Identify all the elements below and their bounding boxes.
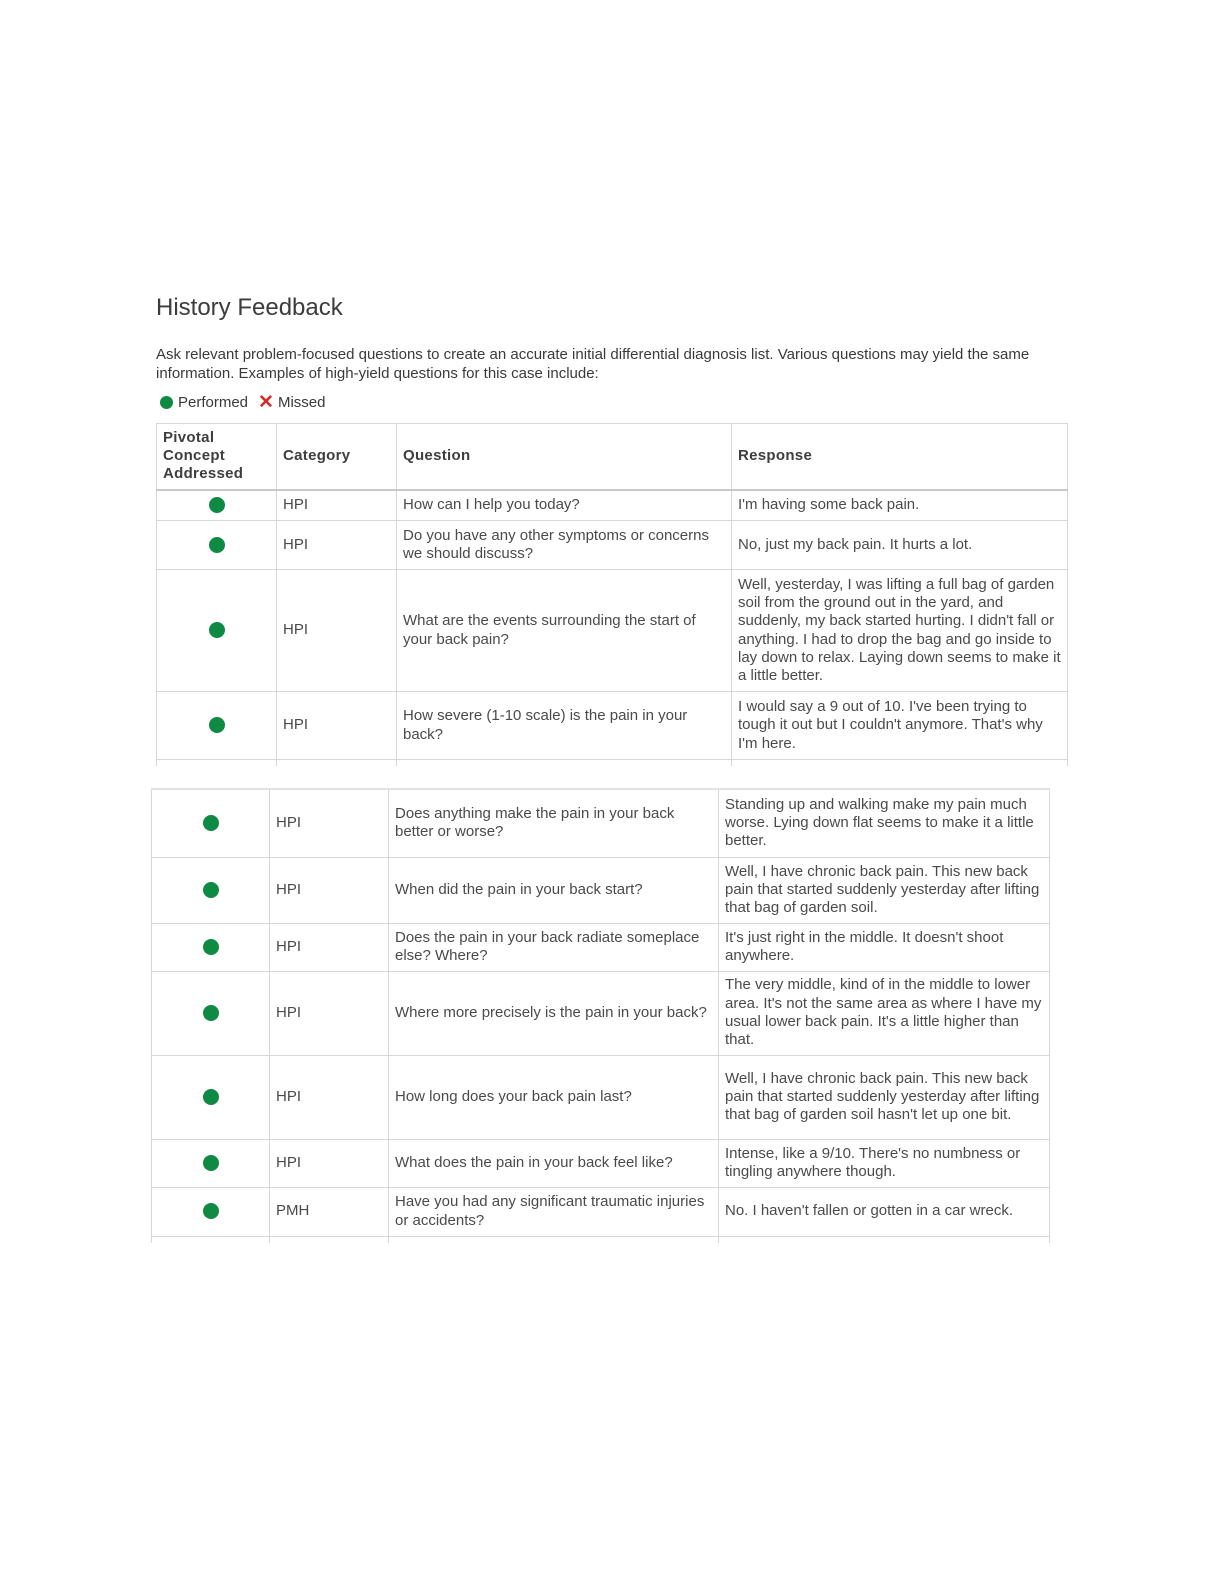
category-cell: HPI bbox=[277, 490, 397, 521]
response-cell: Standing up and walking make my pain much worse. Lying down flat seems to make it a little better. bbox=[719, 789, 1050, 857]
response-cell: I would say a 9 out of 10. I've been trying to tough it out but I couldn't anymore. That's why I'm here. bbox=[732, 692, 1068, 760]
category-cell: HPI bbox=[270, 789, 389, 857]
green-dot-icon bbox=[203, 1005, 219, 1021]
pivotal-status-cell bbox=[152, 1055, 270, 1139]
table-row bbox=[152, 857, 1050, 923]
pivotal-status-cell bbox=[152, 971, 270, 1055]
category-cell: HPI bbox=[270, 1139, 389, 1187]
category-cell: HPI bbox=[270, 923, 389, 971]
legend bbox=[160, 391, 326, 413]
col-header-pivotal: Pivotal Concept Addressed bbox=[157, 424, 277, 490]
stub-cell bbox=[277, 760, 397, 767]
question-cell: Where more precisely is the pain in your back? bbox=[389, 971, 719, 1055]
response-cell: It's just right in the middle. It doesn't shoot anywhere. bbox=[719, 923, 1050, 971]
stub-cell bbox=[732, 760, 1068, 767]
pivotal-status-cell bbox=[157, 521, 277, 570]
question-cell: What does the pain in your back feel like? bbox=[389, 1139, 719, 1187]
pivotal-status-cell bbox=[152, 857, 270, 923]
stub-cell bbox=[152, 1236, 270, 1243]
category-cell: HPI bbox=[277, 692, 397, 760]
category-cell: HPI bbox=[277, 570, 397, 692]
category-cell: HPI bbox=[270, 857, 389, 923]
stub-cell bbox=[157, 760, 277, 767]
category-cell: HPI bbox=[277, 521, 397, 570]
green-dot-icon bbox=[203, 882, 219, 898]
category-cell: HPI bbox=[270, 1055, 389, 1139]
question-cell: What are the events surrounding the start of your back pain? bbox=[397, 570, 732, 692]
response-cell: Well, I have chronic back pain. This new back pain that started suddenly yesterday after lifting that bag of garden soil hasn't let up one bit. bbox=[719, 1055, 1050, 1139]
pivotal-status-cell bbox=[152, 789, 270, 857]
response-cell: No. I haven't fallen or gotten in a car wreck. bbox=[719, 1187, 1050, 1236]
page-title: History Feedback bbox=[156, 294, 343, 321]
table-row bbox=[152, 1187, 1050, 1236]
table-row bbox=[157, 692, 1068, 760]
response-cell: The very middle, kind of in the middle to lower area. It's not the same area as where I have my usual lower back pain. It's a little higher than that. bbox=[719, 971, 1050, 1055]
table-row bbox=[152, 971, 1050, 1055]
intro-text: Ask relevant problem-focused questions to create an accurate initial differential diagnosis list. Various questions may yield the same information. Examples of high-yield questions for this case include: bbox=[156, 346, 1030, 382]
green-dot-icon bbox=[209, 537, 225, 553]
stub-cell bbox=[270, 1236, 389, 1243]
table-row bbox=[152, 789, 1050, 857]
green-dot-icon bbox=[203, 939, 219, 955]
question-cell: Have you had any significant traumatic injuries or accidents? bbox=[389, 1187, 719, 1236]
pivotal-status-cell bbox=[157, 692, 277, 760]
category-cell: HPI bbox=[270, 971, 389, 1055]
response-cell: Well, yesterday, I was lifting a full bag of garden soil from the ground out in the yard, and suddenly, my back started hurting. I didn't fall or anything. I had to drop the bag and go inside to lay down to relax. Laying down seems to make it a little better. bbox=[732, 570, 1068, 692]
green-dot-icon bbox=[160, 396, 173, 409]
response-cell: Intense, like a 9/10. There's no numbness or tingling anywhere though. bbox=[719, 1139, 1050, 1187]
col-header-question: Question bbox=[397, 424, 732, 490]
pivotal-status-cell bbox=[157, 490, 277, 521]
question-cell: How can I help you today? bbox=[397, 490, 732, 521]
pivotal-status-cell bbox=[152, 1187, 270, 1236]
question-cell: Does the pain in your back radiate someplace else? Where? bbox=[389, 923, 719, 971]
question-cell: How long does your back pain last? bbox=[389, 1055, 719, 1139]
question-cell: Do you have any other symptoms or concerns we should discuss? bbox=[397, 521, 732, 570]
response-cell: No, just my back pain. It hurts a lot. bbox=[732, 521, 1068, 570]
pivotal-status-cell bbox=[157, 570, 277, 692]
col-header-response: Response bbox=[732, 424, 1068, 490]
green-dot-icon bbox=[209, 717, 225, 733]
table-row bbox=[152, 923, 1050, 971]
question-cell: How severe (1-10 scale) is the pain in your back? bbox=[397, 692, 732, 760]
table-row bbox=[157, 490, 1068, 521]
history-table-part-2 bbox=[151, 788, 1050, 1243]
response-cell: I'm having some back pain. bbox=[732, 490, 1068, 521]
green-dot-icon bbox=[203, 1155, 219, 1171]
green-dot-icon bbox=[203, 1089, 219, 1105]
pivotal-status-cell bbox=[152, 1139, 270, 1187]
table-row bbox=[157, 570, 1068, 692]
table-continuation-stub bbox=[152, 1236, 1050, 1243]
history-table-part-1 bbox=[156, 423, 1068, 766]
question-cell: When did the pain in your back start? bbox=[389, 857, 719, 923]
green-dot-icon bbox=[203, 1203, 219, 1219]
legend-performed-label: Performed bbox=[178, 394, 249, 411]
green-dot-icon bbox=[209, 497, 225, 513]
question-cell: Does anything make the pain in your back better or worse? bbox=[389, 789, 719, 857]
stub-cell bbox=[397, 760, 732, 767]
green-dot-icon bbox=[209, 622, 225, 638]
table-header-row bbox=[157, 424, 1068, 490]
stub-cell bbox=[389, 1236, 719, 1243]
red-x-icon: ✕ bbox=[258, 391, 274, 413]
green-dot-icon bbox=[203, 815, 219, 831]
table-row bbox=[157, 521, 1068, 570]
legend-missed-label: Missed bbox=[277, 394, 326, 411]
table-continuation-stub bbox=[157, 760, 1068, 767]
col-header-category: Category bbox=[277, 424, 397, 490]
table-row bbox=[152, 1139, 1050, 1187]
stub-cell bbox=[719, 1236, 1050, 1243]
table-row bbox=[152, 1055, 1050, 1139]
category-cell: PMH bbox=[270, 1187, 389, 1236]
pivotal-status-cell bbox=[152, 923, 270, 971]
response-cell: Well, I have chronic back pain. This new back pain that started suddenly yesterday after lifting that bag of garden soil. bbox=[719, 857, 1050, 923]
